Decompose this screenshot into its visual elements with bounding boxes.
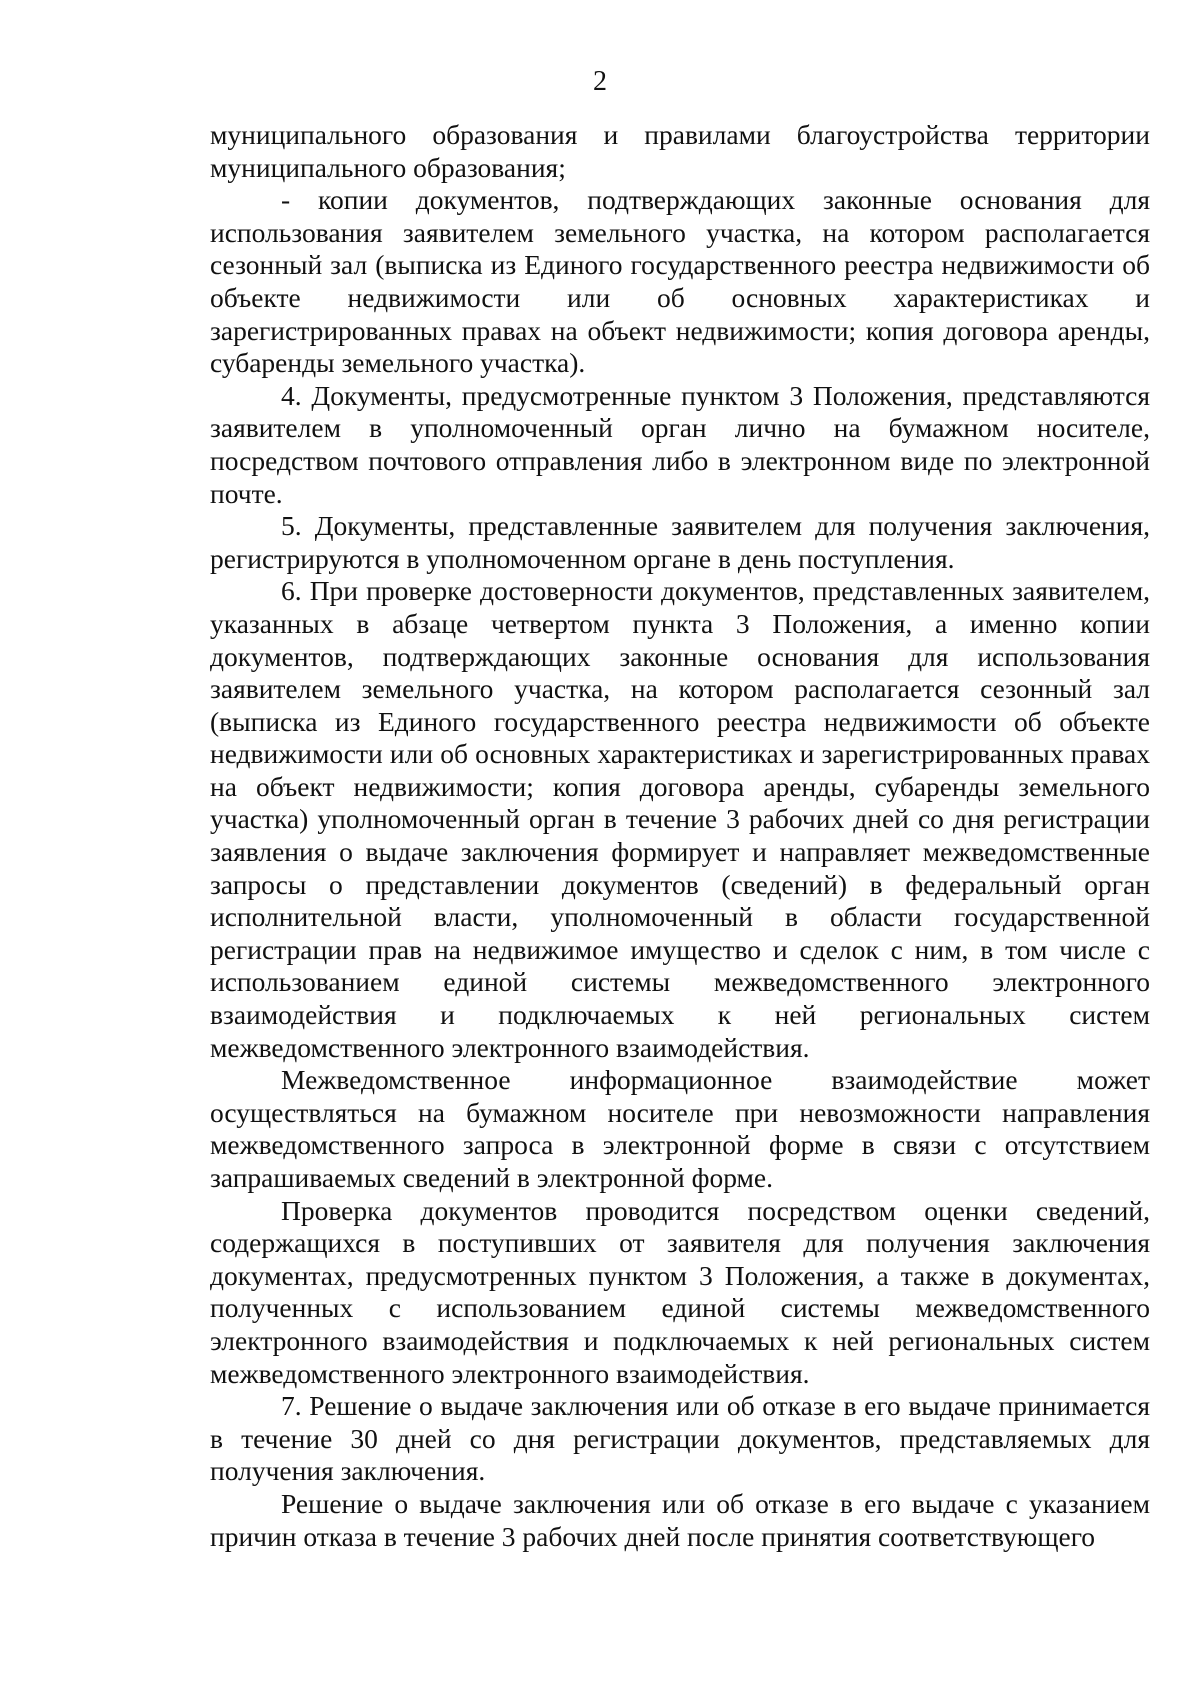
list-item-documents-copies: - копии документов, подтверждающих законные основания для использования заявителем земельного участка, на котором располагается сезонный зал (выписка из Единого государственного реестра недвижимости об объекте недвижимости или об основных характеристиках и зарегистрированных правах на объект недвижимости; копия договора аренды, субаренды земельного участка).: [210, 184, 1150, 379]
paragraph-clause-5: 5. Документы, представленные заявителем для получения заключения, регистрируются в уполномоченном органе в день поступления.: [210, 510, 1150, 574]
paragraph-clause-6: 6. При проверке достоверности документов, представленных заявителем, указанных в абзаце четвертом пункта 3 Положения, а именно копии документов, подтверждающих законные основания для использования заявителем земельного участка, на котором располагается сезонный зал (выписка из Единого государственного реестра недвижимости об объекте недвижимости или об основных характеристиках и зарегистрированных правах на объект недвижимости; копия договора аренды, субаренды земельного участка) уполномоченный орган в течение 3 рабочих дней со дня регистрации заявления о выдаче заключения формирует и направляет межведомственные запросы о представлении документов (сведений) в федеральный орган исполнительной власти, уполномоченный в области государственной регистрации прав на недвижимое имущество и сделок с ним, в том числе с использованием единой системы межведомственного электронного взаимодействия и подключаемых к ней региональных систем межведомственного электронного взаимодействия.: [210, 575, 1150, 1063]
paragraph-document-verification: Проверка документов проводится посредством оценки сведений, содержащихся в поступивших от заявителя для получения заключения документах, предусмотренных пунктом 3 Положения, а также в документах, полученных с использованием единой системы межведомственного электронного взаимодействия и подключаемых к ней региональных систем межведомственного электронного взаимодействия.: [210, 1194, 1150, 1389]
document-body: [210, 119, 1150, 1553]
paragraph-interagency-interaction: Межведомственное информационное взаимодействие может осуществляться на бумажном носителе при невозможности направления межведомственного запроса в электронной форме в связи с отсутствием запрашиваемых сведений в электронной форме.: [210, 1064, 1150, 1193]
paragraph-continuation: муниципального образования и правилами благоустройства территории муниципального образования;: [210, 119, 1150, 183]
paragraph-clause-7: 7. Решение о выдаче заключения или об отказе в его выдаче принимается в течение 30 дней со дня регистрации документов, представляемых для получения заключения.: [210, 1390, 1150, 1487]
paragraph-decision-notice: Решение о выдаче заключения или об отказе в его выдаче с указанием причин отказа в течение 3 рабочих дней после принятия соответствующего: [210, 1487, 1150, 1552]
page-number: 2: [593, 66, 607, 97]
paragraph-clause-4: 4. Документы, предусмотренные пунктом 3 Положения, представляются заявителем в уполномоченный орган лично на бумажном носителе, посредством почтового отправления либо в электронном виде по электронной почте.: [210, 379, 1150, 509]
